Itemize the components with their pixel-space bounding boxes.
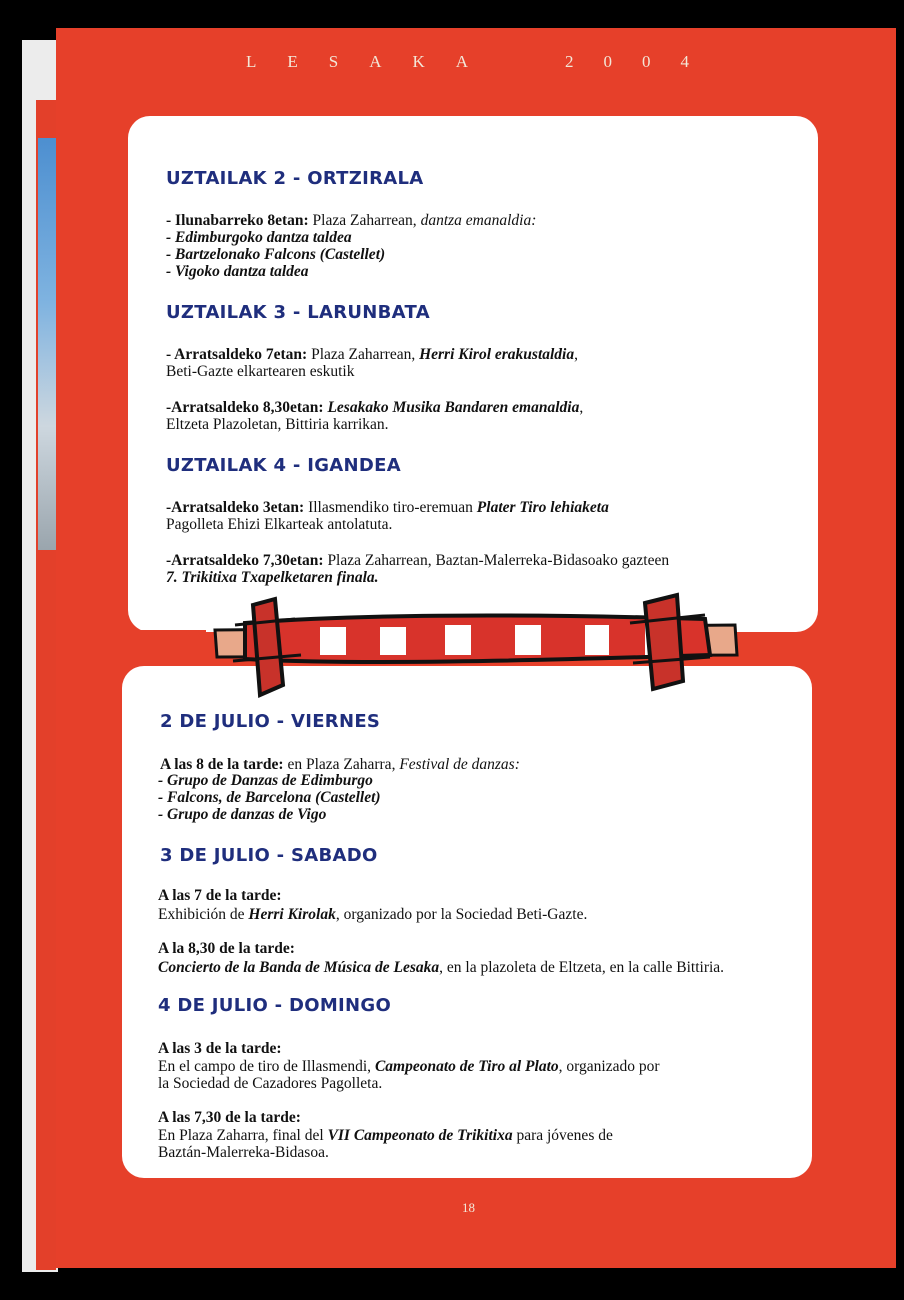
box-divider xyxy=(112,630,206,670)
eu-day1-item: - Edimburgoko dantza taldea xyxy=(166,229,352,246)
es-day2-event1: Exhibición de Herri Kirolak, organizado por la Sociedad Beti-Gazte. xyxy=(158,906,588,923)
es-day3-event2-line2: Baztán-Malerreka-Bidasoa. xyxy=(158,1144,329,1161)
eu-day3-event1: -Arratsaldeko 3etan: Illasmendiko tiro-eremuan Plater Tiro lehiaketa xyxy=(166,499,609,516)
eu-day2-event2-line2: Eltzeta Plazoletan, Bittiria karrikan. xyxy=(166,416,389,433)
es-day3-event2-time: A las 7,30 de la tarde: xyxy=(158,1109,301,1126)
es-day2-event2-time: A la 8,30 de la tarde: xyxy=(158,940,295,957)
es-day3-event1: En el campo de tiro de Illasmendi, Campeonato de Tiro al Plato, organizado por xyxy=(158,1058,660,1075)
eu-day2-event1-line2: Beti-Gazte elkartearen eskutik xyxy=(166,363,355,380)
es-day1-item: - Grupo de danzas de Vigo xyxy=(158,806,327,823)
eu-day1-heading: UZTAILAK 2 - ORTZIRALA xyxy=(166,168,424,189)
previous-page-photo xyxy=(38,138,56,550)
eu-day2-heading: UZTAILAK 3 - LARUNBATA xyxy=(166,302,430,323)
es-day2-event2: Concierto de la Banda de Música de Lesaka, en la plazoleta de Eltzeta, en la calle Bittiria. xyxy=(158,959,725,976)
eu-day3-event2-line2: 7. Trikitixa Txapelketaren finala. xyxy=(166,569,379,586)
es-day3-event1-time: A las 3 de la tarde: xyxy=(158,1040,282,1057)
eu-day1-item: - Vigoko dantza taldea xyxy=(166,263,309,280)
es-day1-item: - Falcons, de Barcelona (Castellet) xyxy=(158,789,381,806)
eu-day3-heading: UZTAILAK 4 - IGANDEA xyxy=(166,455,401,476)
header-year: 2004 xyxy=(565,52,719,71)
striped-pole-illustration xyxy=(205,585,745,700)
es-day3-event2: En Plaza Zaharra, final del VII Campeonato de Trikitixa para jóvenes de xyxy=(158,1127,613,1144)
eu-day1-event: - Ilunabarreko 8etan: Plaza Zaharrean, dantza emanaldia: xyxy=(166,212,537,229)
eu-day1-item: - Bartzelonako Falcons (Castellet) xyxy=(166,246,386,263)
eu-day2-event1: - Arratsaldeko 7etan: Plaza Zaharrean, Herri Kirol erakustaldia, xyxy=(166,346,578,363)
es-day1-event: A las 8 de la tarde: en Plaza Zaharra, Festival de danzas: xyxy=(160,756,520,773)
page-number: 18 xyxy=(462,1200,475,1215)
es-day3-event1-line2: la Sociedad de Cazadores Pagolleta. xyxy=(158,1075,383,1092)
eu-day3-event2: -Arratsaldeko 7,30etan: Plaza Zaharrean, Baztan-Malerreka-Bidasoako gazteen xyxy=(166,552,670,569)
es-day2-heading: 3 DE JULIO - SABADO xyxy=(160,845,378,866)
es-day3-heading: 4 DE JULIO - DOMINGO xyxy=(158,995,392,1016)
es-day1-item: - Grupo de Danzas de Edimburgo xyxy=(158,772,373,789)
eu-day2-event2: -Arratsaldeko 8,30etan: Lesakako Musika Bandaren emanaldia, xyxy=(166,399,584,416)
es-day2-event1-time: A las 7 de la tarde: xyxy=(158,887,282,904)
page-header xyxy=(0,52,904,72)
eu-day3-event1-line2: Pagolleta Ehizi Elkarteak antolatuta. xyxy=(166,516,393,533)
es-day1-heading: 2 DE JULIO - VIERNES xyxy=(160,711,381,732)
header-town: LESAKA xyxy=(246,52,500,71)
